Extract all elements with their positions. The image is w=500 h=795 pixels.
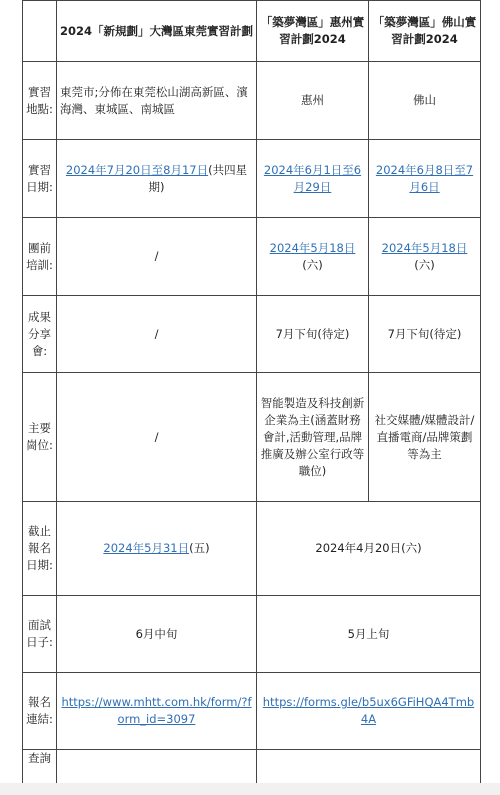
signup-huizhou-foshan-link[interactable]: https://forms.gle/b5ux6GFiHQA4Tmb4A <box>262 695 475 726</box>
deadline-dongguan-link[interactable]: 2024年5月31日 <box>103 541 190 555</box>
signup-huizhou-foshan <box>257 673 481 750</box>
sharing-foshan: 7月下旬(待定) <box>369 296 481 373</box>
signup-dongguan-link[interactable]: https://www.mhtt.com.hk/form/?form_id=3097 <box>61 695 252 726</box>
row-dates <box>23 140 481 218</box>
positions-foshan: 社交媒體/媒體設計/直播電商/品牌策劃等為主 <box>369 373 481 502</box>
deadline-dongguan <box>57 502 257 596</box>
dates-huizhou-link[interactable]: 2024年6月1日至6月29日 <box>263 162 362 194</box>
label-signup: 報名連結: <box>23 673 57 750</box>
label-interview: 面試日子: <box>23 596 57 673</box>
internship-table <box>22 0 481 790</box>
header-foshan: 「築夢灣區」佛山實習計劃2024 <box>369 1 481 62</box>
dates-huizhou <box>257 140 369 218</box>
positions-huizhou: 智能製造及科技創新企業為主(涵蓋財務會計,活動管理,品牌推廣及辦公室行政等職位) <box>257 373 369 502</box>
location-huizhou: 惠州 <box>257 62 369 140</box>
training-huizhou <box>257 218 369 296</box>
header-dongguan: 2024「新規劃」大灣區東莞實習計劃 <box>57 1 257 62</box>
header-huizhou: 「築夢灣區」惠州實習計劃2024 <box>257 1 369 62</box>
dates-dongguan-suffix: (共四星期) <box>148 162 248 194</box>
sharing-huizhou: 7月下旬(待定) <box>257 296 369 373</box>
training-foshan <box>369 218 481 296</box>
signup-dongguan <box>57 673 257 750</box>
deadline-huizhou-foshan: 2024年4月20日(六) <box>257 502 481 596</box>
training-huizhou-link[interactable]: 2024年5月18日 <box>269 240 356 255</box>
location-dongguan: 東莞市;分佈在東莞松山湖高新區、濱海灣、東城區、南城區 <box>57 62 257 140</box>
header-row <box>23 1 481 62</box>
dates-foshan-link[interactable]: 2024年6月8日至7月6日 <box>375 162 474 194</box>
bottom-scroll-bar <box>0 783 500 795</box>
row-deadline <box>23 502 481 596</box>
label-location: 實習地點: <box>23 62 57 140</box>
training-dongguan: / <box>57 218 257 296</box>
label-dates: 實習日期: <box>23 140 57 218</box>
dates-foshan <box>369 140 481 218</box>
label-sharing: 成果分享會: <box>23 296 57 373</box>
interview-huizhou-foshan: 5月上旬 <box>257 596 481 673</box>
training-huizhou-suffix: (六) <box>302 257 323 272</box>
training-foshan-suffix: (六) <box>414 257 435 272</box>
dates-dongguan <box>57 140 257 218</box>
dates-dongguan-link[interactable]: 2024年7月20日至8月17日 <box>65 162 209 177</box>
deadline-dongguan-suffix: (五) <box>189 541 210 555</box>
training-foshan-link[interactable]: 2024年5月18日 <box>381 240 468 255</box>
corner-cell <box>23 1 57 62</box>
label-positions: 主要崗位: <box>23 373 57 502</box>
label-enquiry: 查詢 <box>23 750 57 790</box>
row-positions <box>23 373 481 502</box>
label-training: 團前培訓: <box>23 218 57 296</box>
row-training <box>23 218 481 296</box>
row-interview <box>23 596 481 673</box>
row-signup <box>23 673 481 750</box>
row-sharing <box>23 296 481 373</box>
location-foshan: 佛山 <box>369 62 481 140</box>
row-location <box>23 62 481 140</box>
label-deadline: 截止報名日期: <box>23 502 57 596</box>
positions-dongguan: / <box>57 373 257 502</box>
sharing-dongguan: / <box>57 296 257 373</box>
interview-dongguan: 6月中旬 <box>57 596 257 673</box>
